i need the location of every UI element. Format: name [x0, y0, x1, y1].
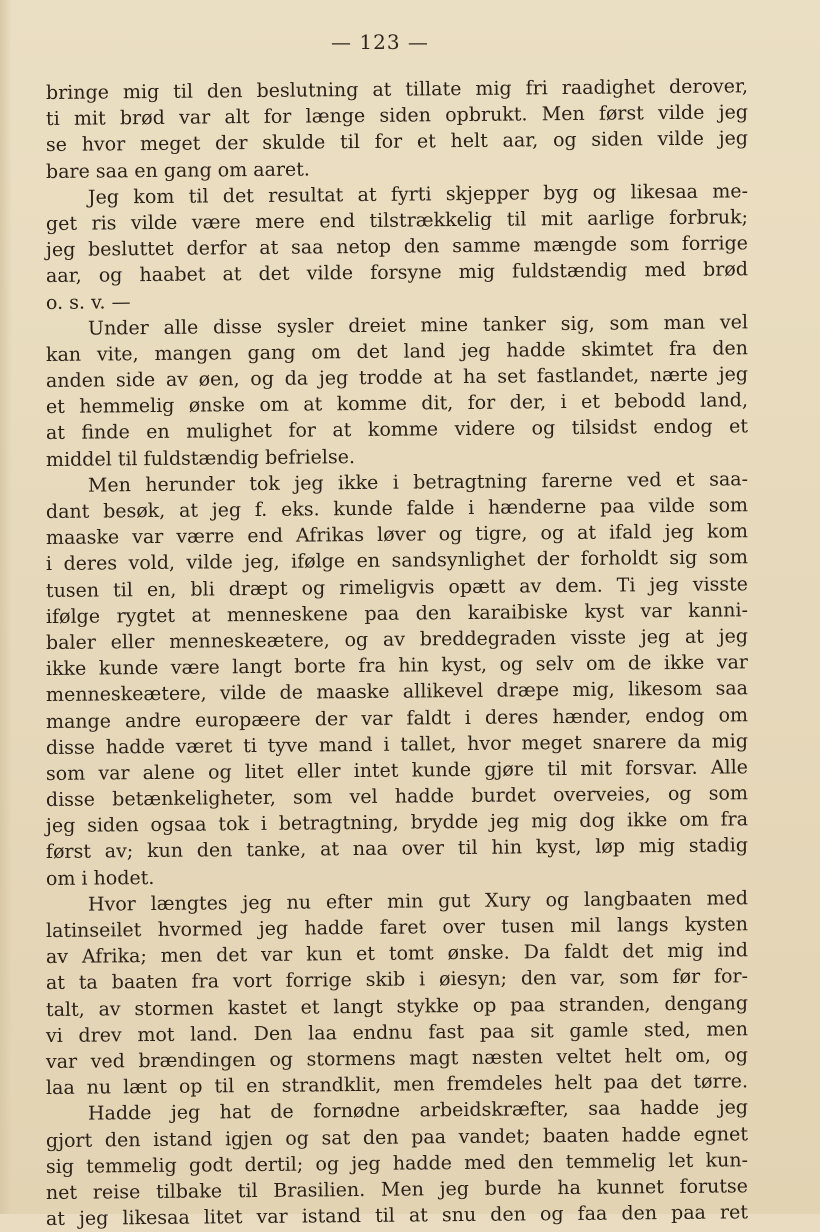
text-line: maaske var værre end Afrikas løver og tigre, og at ifald jeg kom [45, 520, 749, 550]
text-line: av Afrika; men det var kun et tomt ønske. Da faldt det mig ind [45, 939, 749, 969]
text-line: aar, og haabet at det vilde forsyne mig fuldstændig med brød [45, 258, 749, 288]
page-edge-shadow [0, 0, 12, 1214]
text-line: Men herunder tok jeg ikke i betragtning farerne ved et saa- [87, 468, 749, 497]
text-line: Hvor længtes jeg nu efter min gut Xury og langbaaten med [87, 887, 749, 916]
text-line: middel til fuldstændig befrielse. [45, 445, 356, 471]
page-number: — 123 — [331, 30, 429, 54]
text-line: latinseilet hvormed jeg hadde faret over tusen mil langs kysten [45, 913, 749, 942]
text-line: talt, av stormen kastet et langt stykke op paa stranden, dengang [45, 991, 749, 1021]
text-line: at finde en mulighet for at komme videre og tilsidst endog et [45, 415, 749, 445]
text-line: disse betænkeligheter, som vel hadde burdet overveies, og som [45, 782, 749, 812]
text-line: ifølge rygtet at menneskene paa den karaibiske kyst var kanni- [45, 599, 749, 628]
text-line: menneskeætere, vilde de maaske allikevel dræpe mig, likesom saa [45, 677, 749, 707]
text-line: o. s. v. — [45, 290, 131, 314]
text-line: jeg siden ogsaa tok i betragtning, brydde jeg mig dog ikke om fra [45, 808, 749, 838]
text-line: som var alene og litet eller intet kunde gjøre til mit forsvar. Alle [45, 756, 749, 785]
text-line: først av; kun den tanke, at naa over til hin kyst, løp mig stadig [45, 834, 749, 864]
text-line: laa nu lænt op til en strandklit, men fremdeles helt paa det tørre. [45, 1070, 749, 1100]
text-line: tusen til en, bli dræpt og rimeligvis opætt av dem. Ti jeg visste [45, 572, 749, 602]
text-line: ti mit brød var alt for længe siden opbrukt. Men først vilde jeg [45, 101, 749, 131]
text-line: bringe mig til den beslutning at tillate mig fri raadighet derover, [45, 75, 749, 104]
text-line: mange andre europæere der var faldt i deres hænder, endog om [45, 703, 749, 733]
text-line: var ved brændingen og stormens magt næsten veltet helt om, og [45, 1044, 749, 1073]
text-line: dant besøk, at jeg f. eks. kunde falde i hænderne paa vilde som [45, 494, 749, 523]
text-line: ikke kunde være langt borte fra hin kyst, og selv om de ikke var [45, 651, 749, 681]
text-line: baler eller menneskeætere, og av breddegraden visste jeg at jeg [45, 625, 749, 654]
text-line: i deres vold, vilde jeg, ifølge en sandsynlighet der forholdt sig som [45, 546, 749, 576]
text-line: gjort den istand igjen og sat den paa vandet; baaten hadde egnet [45, 1122, 749, 1152]
text-line: om i hodet. [45, 866, 155, 890]
text-line: at ta baaten fra vort forrige skib i øiesyn; den var, som før for- [45, 965, 749, 995]
body-text [45, 75, 749, 1232]
text-line: Jeg kom til det resultat at fyrti skjepper byg og likesaa me- [87, 180, 749, 209]
text-line: sig temmelig godt dertil; og jeg hadde med den temmelig let kun- [45, 1148, 749, 1178]
text-line: disse hadde været ti tyve mand i tallet, hvor meget snarere da mig [45, 729, 749, 759]
text-line: Under alle disse sysler dreiet mine tanker sig, som man vel [87, 310, 749, 340]
text-line: anden side av øen, og da jeg trodde at ha set fastlandet, nærte jeg [45, 363, 749, 393]
text-line: at jeg likesaa litet var istand til at snu den og faa den paa ret [45, 1201, 749, 1231]
text-line: vi drev mot land. Den laa endnu fast paa sit gamle sted, men [45, 1018, 749, 1047]
text-line: Hadde jeg hat de fornødne arbeidskræfter, saa hadde jeg [87, 1096, 749, 1125]
text-line: net reise tilbake til Brasilien. Men jeg burde ha kunnet forutse [45, 1175, 749, 1204]
text-line: get ris vilde være mere end tilstrækkelig til mit aarlige forbruk; [45, 206, 749, 235]
text-line: se hvor meget der skulde til for et helt aar, og siden vilde jeg [45, 127, 749, 157]
text-line: bare saa en gang om aaret. [45, 158, 310, 183]
text-line: jeg besluttet derfor at saa netop den samme mængde som forrige [45, 232, 749, 262]
text-line: kan vite, mangen gang om det land jeg hadde skimtet fra den [45, 337, 749, 366]
text-line: et hemmelig ønske om at komme dit, for der, i et bebodd land, [45, 389, 749, 419]
